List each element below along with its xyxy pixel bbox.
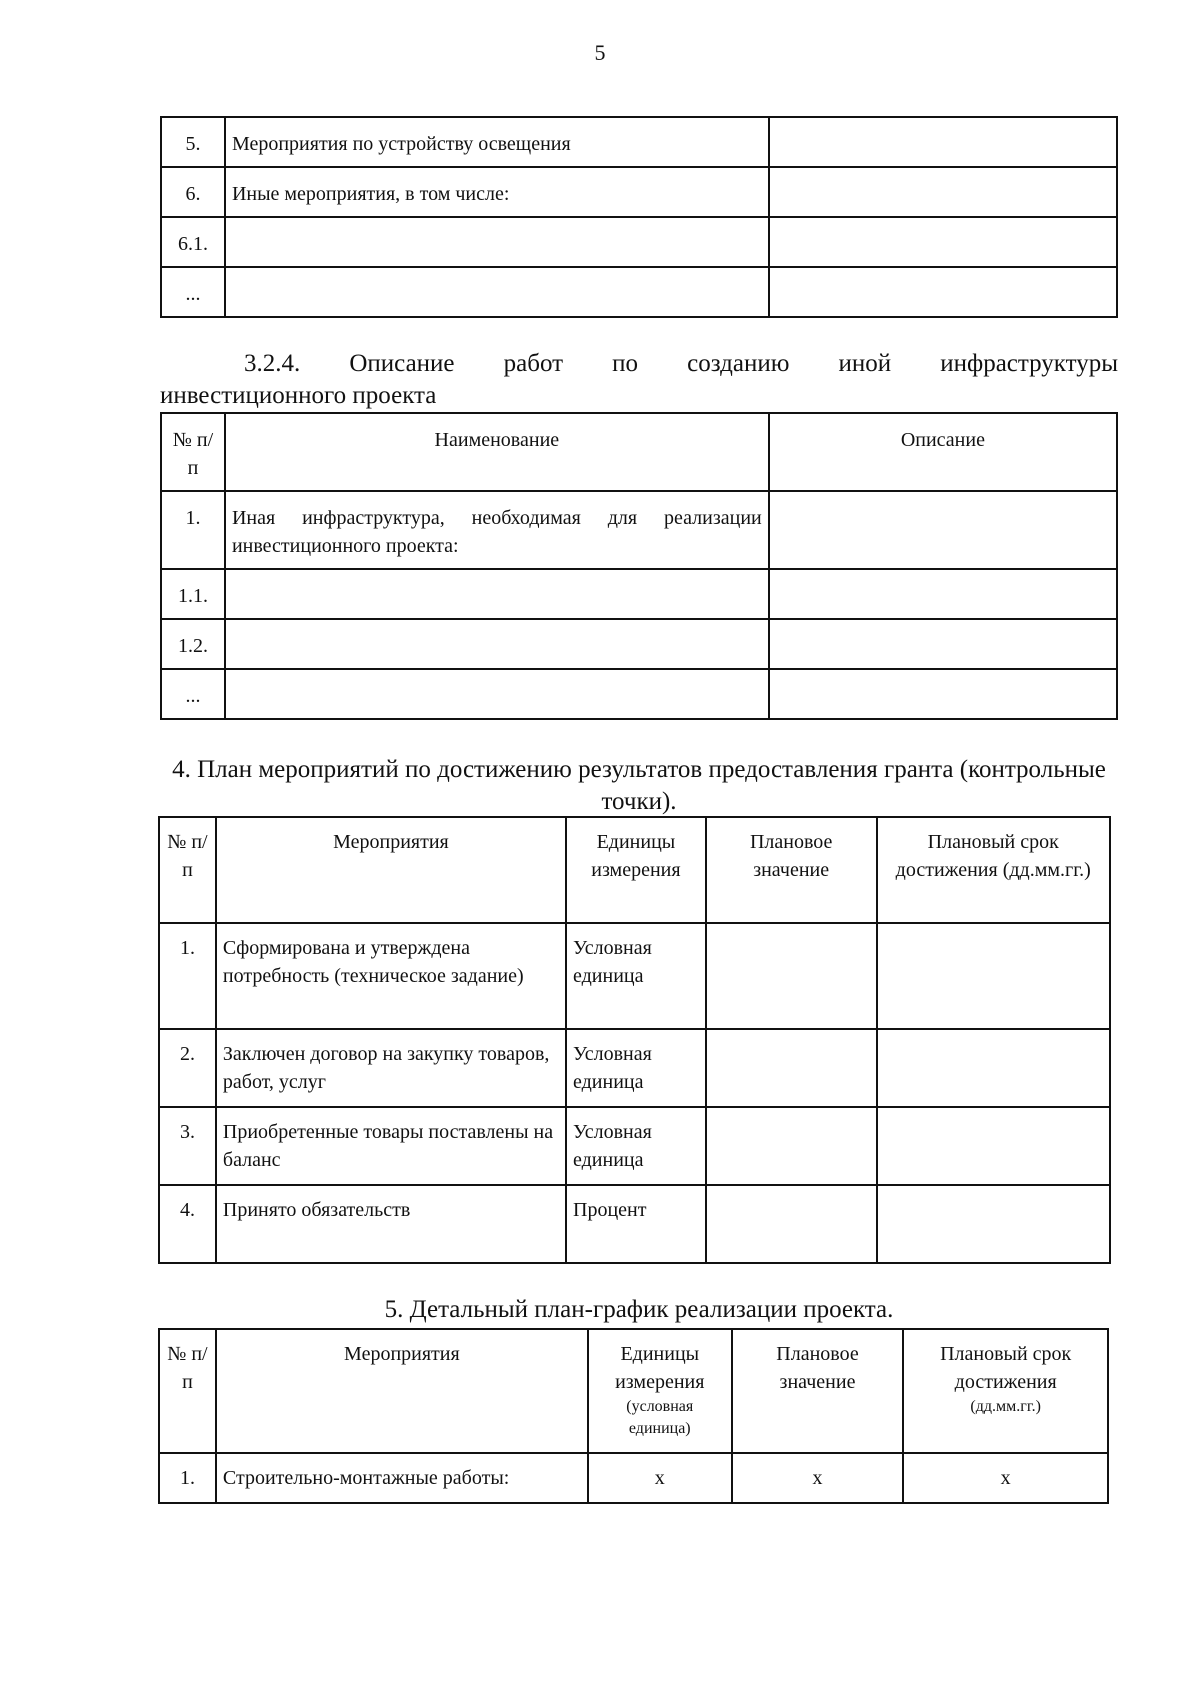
header-unit-note: (условная единица) — [626, 1398, 694, 1437]
header-event: Мероприятия — [216, 1329, 588, 1453]
row-name: Иные мероприятия, в том числе: — [225, 167, 769, 217]
table-row — [161, 491, 1117, 569]
row-number: 3. — [159, 1107, 216, 1185]
page-number: 5 — [594, 40, 606, 65]
header-description: Описание — [769, 413, 1117, 491]
row-plan-value: х — [732, 1453, 904, 1503]
table-row — [159, 1453, 1108, 1503]
table-row — [161, 217, 1117, 267]
row-number: 1. — [161, 491, 225, 569]
row-description — [769, 217, 1117, 267]
measures-table-continued — [160, 116, 1118, 318]
table-row — [159, 1029, 1110, 1107]
row-plan-date — [877, 1107, 1111, 1185]
row-number: 1. — [159, 1453, 216, 1503]
row-unit: Процент — [566, 1185, 706, 1263]
row-plan-value — [706, 1107, 877, 1185]
row-unit: х — [588, 1453, 732, 1503]
row-number: 1.1. — [161, 569, 225, 619]
row-unit: Условная единица — [566, 923, 706, 1029]
row-description — [769, 669, 1117, 719]
row-name: Мероприятия по устройству освещения — [225, 117, 769, 167]
table-row — [161, 117, 1117, 167]
table-row — [159, 1185, 1110, 1263]
row-number: 5. — [161, 117, 225, 167]
row-unit: Условная единица — [566, 1029, 706, 1107]
row-description — [769, 267, 1117, 317]
table-row — [159, 1107, 1110, 1185]
row-unit: Условная единица — [566, 1107, 706, 1185]
table-row — [161, 167, 1117, 217]
row-plan-date — [877, 1185, 1111, 1263]
row-number: 1. — [159, 923, 216, 1029]
row-description — [769, 619, 1117, 669]
header-number: № п/п — [159, 817, 216, 923]
row-number: ... — [161, 669, 225, 719]
section-5-heading: 5. Детальный план-график реализации проекта. — [384, 1296, 894, 1323]
section-324-heading — [160, 348, 1118, 412]
infrastructure-table — [160, 412, 1118, 720]
header-event: Мероприятия — [216, 817, 566, 923]
row-name-text: Иная инфраструктура, необходимая для реализации инвестиционного проекта: — [231, 507, 762, 557]
header-plan-date-note: (дд.мм.гг.) — [970, 1398, 1041, 1415]
row-plan-value — [706, 923, 877, 1029]
detailed-schedule-table — [158, 1328, 1109, 1504]
row-plan-date — [877, 1029, 1111, 1107]
row-plan-date — [877, 923, 1111, 1029]
row-plan-date: х — [903, 1453, 1108, 1503]
table-row — [161, 267, 1117, 317]
header-plan-date-label: Плановый срок достижения — [940, 1343, 1072, 1393]
header-number: № п/п — [159, 1329, 216, 1453]
row-plan-value — [706, 1185, 877, 1263]
row-name — [225, 217, 769, 267]
row-event: Принято обязательств — [216, 1185, 566, 1263]
row-event: Строительно-монтажные работы: — [216, 1453, 588, 1503]
row-name — [225, 491, 769, 569]
header-plan-date: Плановый срок достижения (дд.мм.гг.) — [877, 817, 1111, 923]
row-name — [225, 267, 769, 317]
section-324-line2: инвестиционного проекта — [160, 382, 437, 409]
header-plan-date — [903, 1329, 1108, 1453]
header-number: № п/п — [161, 413, 225, 491]
section-4-heading: 4. План мероприятий по достижению результатов предоставления гранта (контрольные точки). — [172, 756, 1106, 815]
row-number: 1.2. — [161, 619, 225, 669]
row-name — [225, 669, 769, 719]
header-unit — [588, 1329, 732, 1453]
row-number: ... — [161, 267, 225, 317]
section-324-line1: 3.2.4. Описание работ по созданию иной инфраструктуры — [244, 350, 1118, 377]
table-row — [161, 569, 1117, 619]
table-row — [161, 669, 1117, 719]
row-number: 4. — [159, 1185, 216, 1263]
row-number: 2. — [159, 1029, 216, 1107]
row-event: Сформирована и утверждена потребность (техническое задание) — [216, 923, 566, 1029]
row-name — [225, 569, 769, 619]
header-unit-label: Единицы измерения — [615, 1343, 705, 1393]
row-event: Заключен договор на закупку товаров, работ, услуг — [216, 1029, 566, 1107]
header-plan-value: Плановое значение — [732, 1329, 904, 1453]
table-row — [161, 619, 1117, 669]
row-plan-value — [706, 1029, 877, 1107]
row-description — [769, 491, 1117, 569]
row-description — [769, 117, 1117, 167]
control-points-table — [158, 816, 1111, 1264]
header-plan-value: Плановое значение — [706, 817, 877, 923]
row-description — [769, 569, 1117, 619]
header-unit: Единицы измерения — [566, 817, 706, 923]
header-name: Наименование — [225, 413, 769, 491]
table-row — [159, 923, 1110, 1029]
row-number: 6. — [161, 167, 225, 217]
row-number: 6.1. — [161, 217, 225, 267]
row-description — [769, 167, 1117, 217]
row-name — [225, 619, 769, 669]
table-header-row — [161, 413, 1117, 491]
table-header-row — [159, 817, 1110, 923]
table-header-row — [159, 1329, 1108, 1453]
row-event: Приобретенные товары поставлены на баланс — [216, 1107, 566, 1185]
